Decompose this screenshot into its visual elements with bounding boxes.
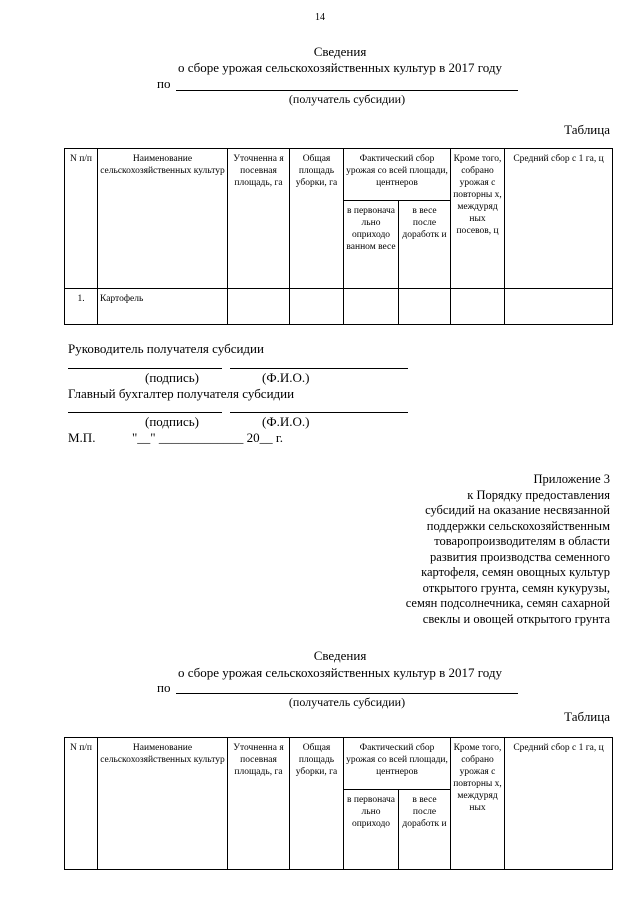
- table-label: Таблица: [564, 122, 610, 137]
- appendix-line: товаропроизводителям в области: [434, 534, 610, 548]
- cell-empty[interactable]: [399, 289, 451, 325]
- appendix-line: поддержки сельскохозяйственным: [426, 518, 610, 533]
- header-name: Наименование сельскохозяйственных культур: [98, 149, 228, 289]
- header-num: N п/п: [65, 149, 98, 289]
- header-avg: Средний сбор с 1 га, ц: [505, 738, 613, 870]
- appendix-line: развития производства семенного: [429, 549, 610, 564]
- header-initial: в первонача льно оприходо ванном весе: [344, 201, 399, 289]
- appendix-line: открытого грунта, семян кукурузы,: [422, 580, 610, 595]
- form2-subtitle: о сборе урожая сельскохозяйственных культур в 2017 году: [177, 665, 503, 680]
- appendix-block: [406, 472, 610, 627]
- po2-label: по: [157, 680, 171, 695]
- header-initial: в первонача льно оприходо: [344, 790, 399, 870]
- header-total-area: Общая площадь уборки, га: [290, 738, 344, 870]
- harvest-table: [64, 148, 613, 325]
- header-after: в весе после доработк и: [399, 790, 451, 870]
- table2-label: Таблица: [564, 709, 610, 724]
- head-sign-label: (подпись): [145, 370, 199, 385]
- header-total-area: Общая площадь уборки, га: [290, 149, 344, 289]
- header-also: Кроме того, собрано урожая с повторны х, междуряд ных посевов, ц: [451, 149, 505, 289]
- head-fio-line[interactable]: [230, 368, 408, 369]
- appendix-line: Приложение 3: [533, 472, 610, 486]
- form2-title: Сведения: [313, 648, 367, 663]
- cell-empty[interactable]: [451, 289, 505, 325]
- header-also: Кроме того, собрано урожая с повторны х, междуряд ных: [451, 738, 505, 870]
- appendix-line: к Порядку предоставления: [467, 487, 610, 502]
- recipient2-line[interactable]: [176, 693, 518, 694]
- recipient-line[interactable]: [176, 90, 518, 91]
- form-subtitle: о сборе урожая сельскохозяйственных культур в 2017 году: [177, 60, 503, 75]
- head-label: Руководитель получателя субсидии: [68, 341, 264, 356]
- header-area: Уточненна я посевная площадь, га: [228, 738, 290, 870]
- po-label: по: [157, 76, 171, 91]
- date-line[interactable]: "__" _____________ 20__ г.: [132, 430, 283, 445]
- row-name: Картофель: [98, 289, 228, 325]
- form-title: Сведения: [313, 44, 367, 59]
- head-fio-label: (Ф.И.О.): [262, 370, 310, 385]
- head-sign-line[interactable]: [68, 368, 222, 369]
- page-number: 14: [315, 12, 325, 23]
- header-actual: Фактический сбор урожая со всей площади, центнеров: [344, 149, 451, 201]
- cell-empty[interactable]: [290, 289, 344, 325]
- accountant-label: Главный бухгалтер получателя субсидии: [68, 386, 295, 401]
- accountant-fio-label: (Ф.И.О.): [262, 414, 310, 429]
- appendix-line: свеклы и овощей открытого грунта: [422, 611, 610, 626]
- appendix-line: субсидий на оказание несвязанной: [425, 503, 610, 517]
- cell-empty[interactable]: [228, 289, 290, 325]
- row-num: 1.: [65, 289, 98, 325]
- cell-empty[interactable]: [505, 289, 613, 325]
- appendix-line: семян подсолнечника, семян сахарной: [405, 596, 610, 610]
- accountant-sign-label: (подпись): [145, 414, 199, 429]
- accountant-fio-line[interactable]: [230, 412, 408, 413]
- table-row: [65, 289, 613, 325]
- recipient2-hint: (получатель субсидии): [288, 695, 406, 709]
- header-num: N п/п: [65, 738, 98, 870]
- header-name: Наименование сельскохозяйственных культур: [98, 738, 228, 870]
- header-actual: Фактический сбор урожая со всей площади, центнеров: [344, 738, 451, 790]
- header-after: в весе после доработк и: [399, 201, 451, 289]
- appendix-line: картофеля, семян овощных культур: [421, 565, 610, 579]
- header-avg: Средний сбор с 1 га, ц: [505, 149, 613, 289]
- cell-empty[interactable]: [344, 289, 399, 325]
- harvest-table-2: [64, 737, 613, 870]
- recipient-hint: (получатель субсидии): [288, 92, 406, 106]
- mp-label: М.П.: [68, 430, 96, 445]
- header-area: Уточненна я посевная площадь, га: [228, 149, 290, 289]
- accountant-sign-line[interactable]: [68, 412, 222, 413]
